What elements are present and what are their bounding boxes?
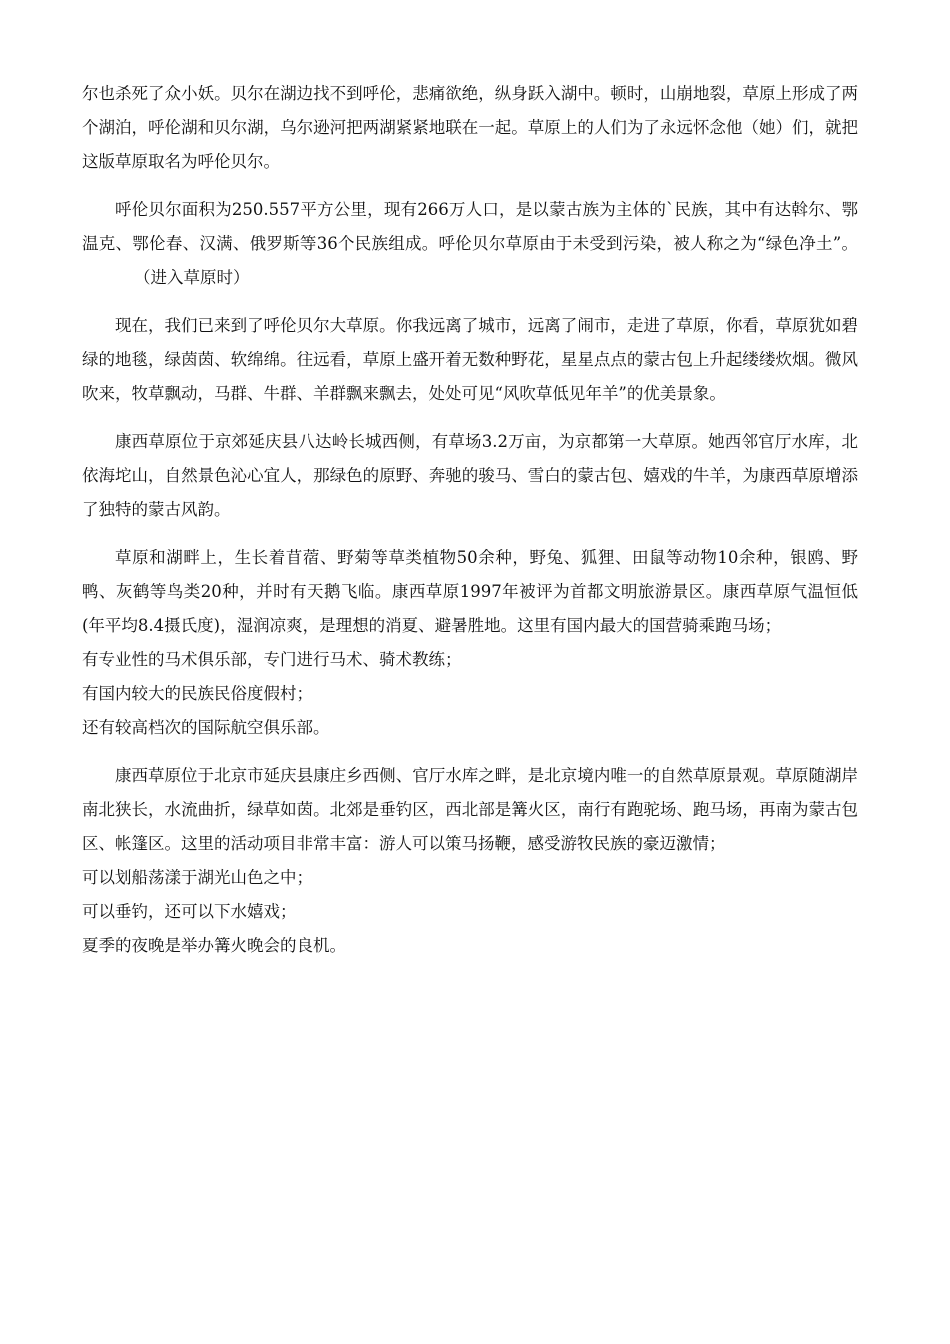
- paragraph-arrival: [82, 309, 858, 411]
- paragraph-gap: [82, 745, 858, 759]
- paragraph-hulunbuir-facts: [82, 193, 858, 295]
- stage-note: （进入草原时）: [134, 268, 250, 287]
- paragraph-text: 草原和湖畔上，生长着苜蓿、野菊等草类植物50余种，野兔、狐狸、田鼠等动物10余种，银鸥、野鸭、灰鹤等鸟类20种，并时有天鹅飞临。康西草原1997年被评为首都文明旅游景区。康西草原气温恒低(年平均8.4摄氏度)，湿润凉爽，是理想的消夏、避暑胜地。这里有国内最大的国营骑乘跑马场；: [82, 548, 858, 635]
- list-line: 有国内较大的民族民俗度假村；: [82, 684, 313, 703]
- paragraph-text: 康西草原位于京郊延庆县八达岭长城西侧，有草场3.2万亩，为京都第一大草原。她西邻官厅水库，北依海坨山，自然景色沁心宜人，那绿色的原野、奔驰的骏马、雪白的蒙古包、嬉戏的牛羊，为康西草原增添了独特的蒙古风韵。: [82, 432, 858, 519]
- paragraph-text: 康西草原位于北京市延庆县康庄乡西侧、官厅水库之畔，是北京境内唯一的自然草原景观。草原随湖岸南北狭长，水流曲折，绿草如茵。北郊是垂钓区，西北部是篝火区，南行有跑驼场、跑马场，再南为蒙古包区、帐篷区。这里的活动项目非常丰富：游人可以策马扬鞭，感受游牧民族的豪迈激情；: [82, 766, 858, 853]
- paragraph-kangxi-ecology: [82, 541, 858, 745]
- paragraph-text: 现在，我们已来到了呼伦贝尔大草原。你我远离了城市，远离了闹市，走进了草原，你看，草原犹如碧绿的地毯，绿茵茵、软绵绵。往远看，草原上盛开着无数种野花，星星点点的蒙古包上升起缕缕炊烟。微风吹来，牧草飘动，马群、牛群、羊群飘来飘去，处处可见“风吹草低见年羊”的优美景象。: [82, 316, 858, 403]
- paragraph-kangxi-activities: [82, 759, 858, 963]
- list-line: 夏季的夜晚是举办篝火晚会的良机。: [82, 936, 346, 955]
- list-line: 有专业性的马术俱乐部，专门进行马术、骑术教练；: [82, 650, 462, 669]
- document-page: [82, 77, 858, 963]
- list-line: 可以划船荡漾于湖光山色之中；: [82, 868, 313, 887]
- paragraph-kangxi-location: [82, 425, 858, 527]
- list-line: 还有较高档次的国际航空俱乐部。: [82, 718, 330, 737]
- paragraph-legend-ending: [82, 77, 858, 179]
- paragraph-text: 呼伦贝尔面积为250.557平方公里，现有266万人口，是以蒙古族为主体的`民族，其中有达斡尔、鄂温克、鄂伦春、汉满、俄罗斯等36个民族组成。呼伦贝尔草原由于未受到污染，被人称之为“绿色净土”。: [82, 200, 858, 253]
- list-line: 可以垂钓，还可以下水嬉戏；: [82, 902, 297, 921]
- paragraph-text: 尔也杀死了众小妖。贝尔在湖边找不到呼伦，悲痛欲绝，纵身跃入湖中。顿时，山崩地裂，草原上形成了两个湖泊，呼伦湖和贝尔湖，乌尔逊河把两湖紧紧地联在一起。草原上的人们为了永远怀念他（她）们，就把这版草原取名为呼伦贝尔。: [82, 84, 858, 171]
